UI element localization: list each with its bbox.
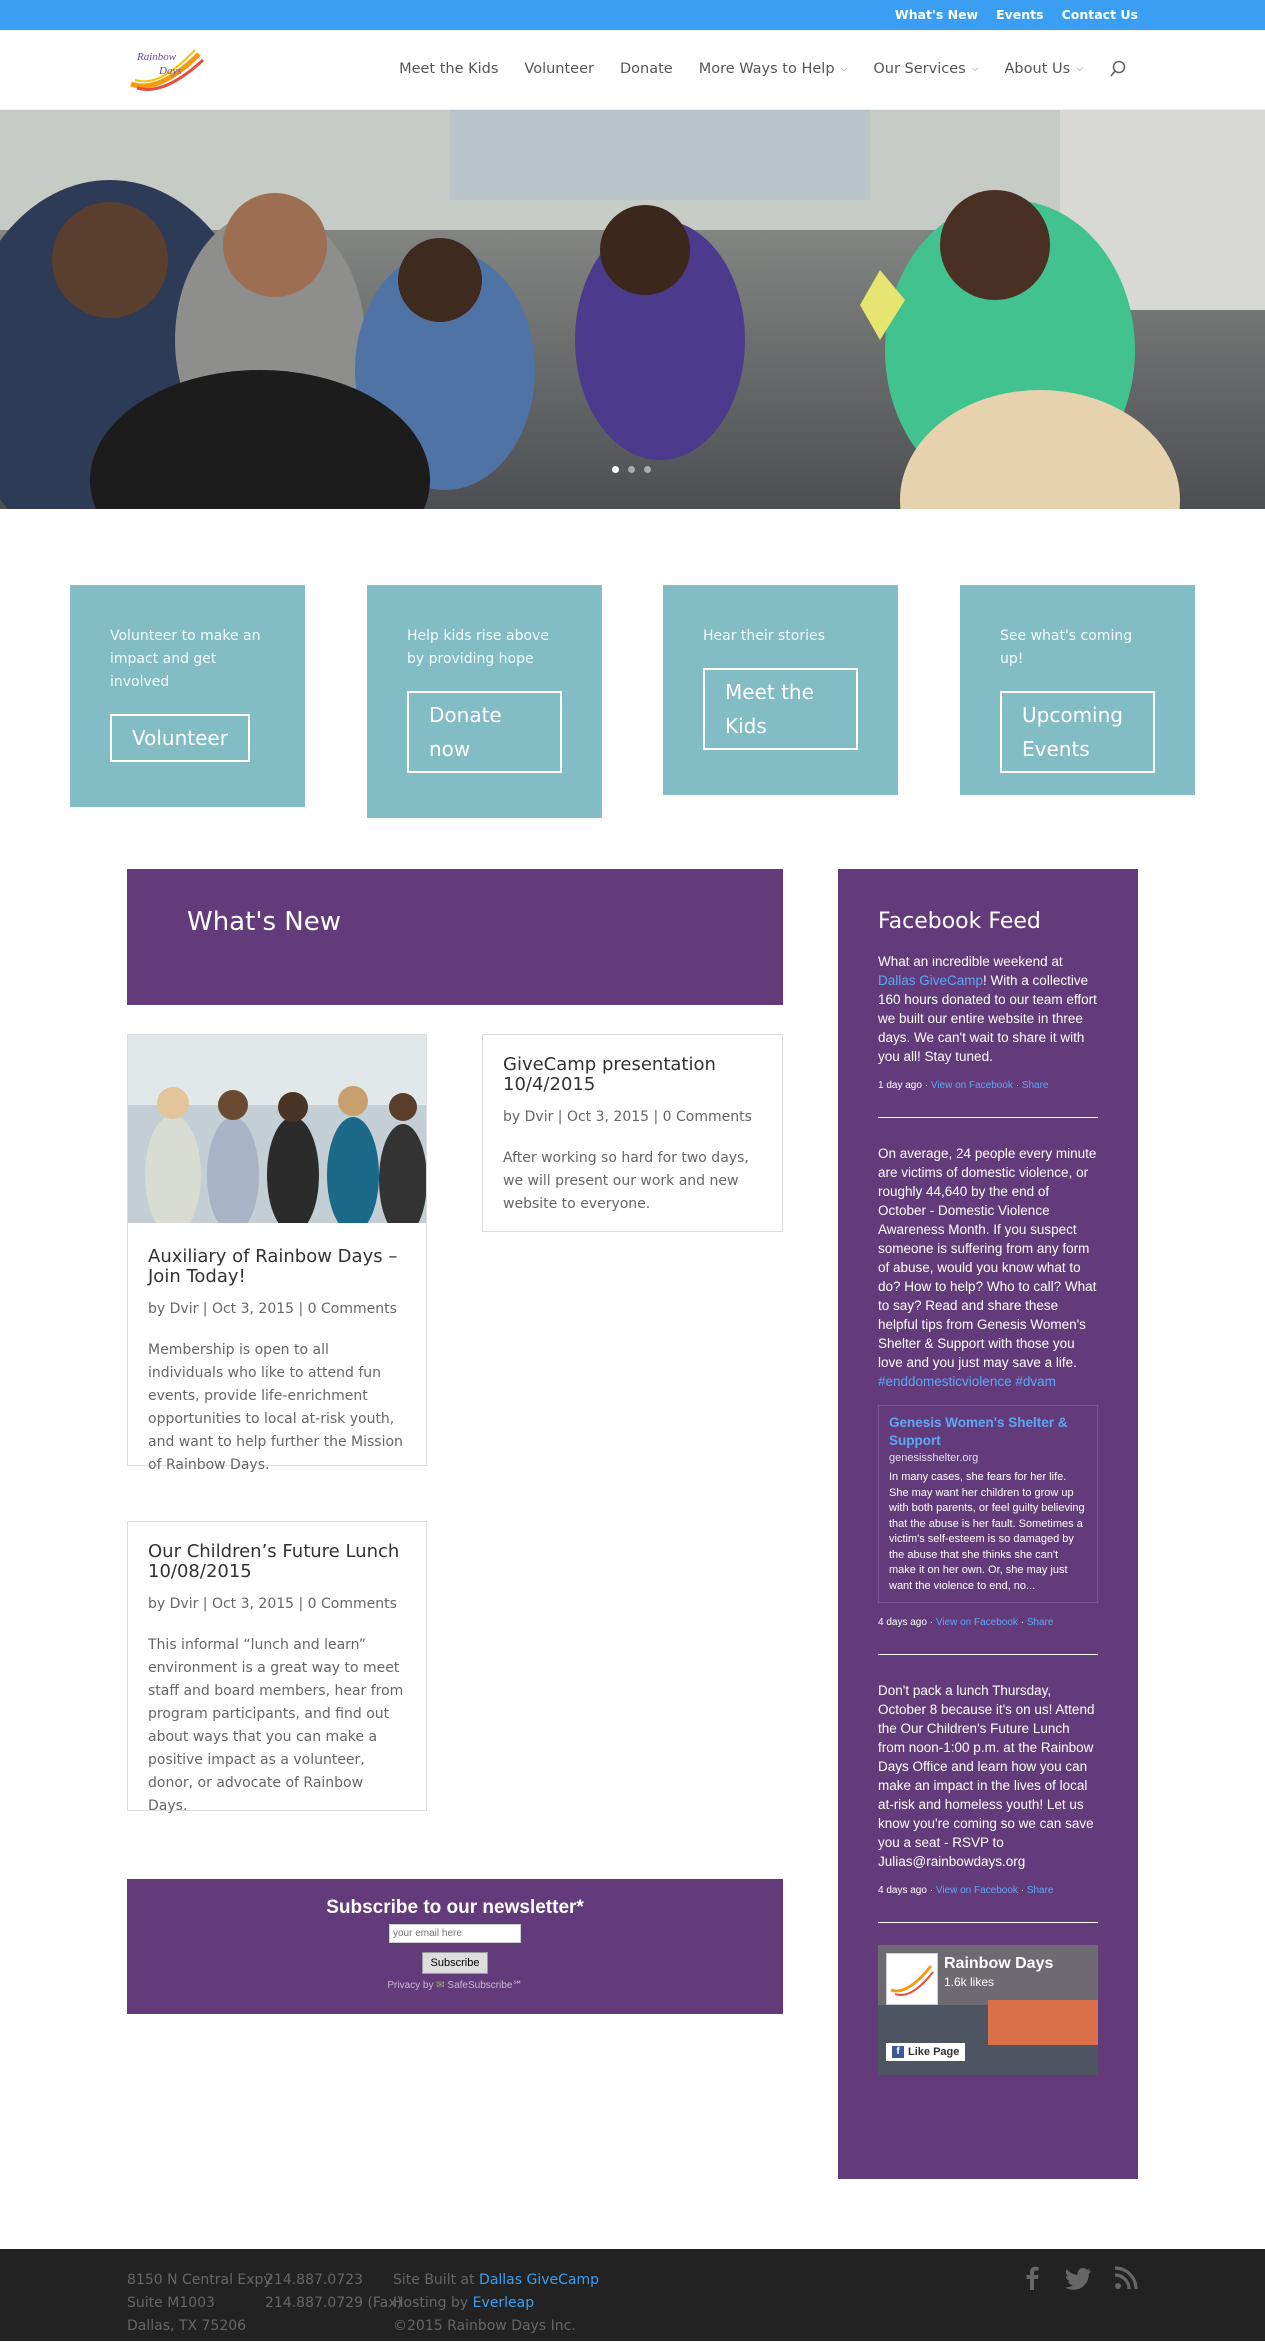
cta-events	[960, 585, 1195, 795]
nav-label: More Ways to Help	[698, 61, 835, 77]
footer-address	[127, 2269, 272, 2338]
like-page-button[interactable]	[886, 2043, 965, 2061]
page-name[interactable]: Rainbow Days	[944, 1955, 1054, 1972]
svg-text:Rainbow: Rainbow	[137, 51, 177, 63]
privacy-note	[127, 1980, 783, 1991]
share-link[interactable]: Share	[1026, 1885, 1054, 1896]
share-link[interactable]: Share	[1026, 1617, 1054, 1628]
cta-text: Hear their stories	[703, 628, 825, 644]
cta-text: Volunteer to make an impact and get involved	[110, 628, 261, 690]
cta-meet-kids	[663, 585, 898, 795]
phone-number: 214.887.0723	[265, 2272, 363, 2288]
like-page-label: Like Page	[908, 2046, 960, 2058]
post-body	[128, 1227, 426, 1497]
post-meta: by Dvir | Oct 3, 2015 | 0 Comments	[148, 1301, 397, 1317]
cta-donate	[367, 585, 602, 818]
divider	[878, 1922, 1098, 1923]
facebook-page-plugin[interactable]	[878, 1945, 1098, 2075]
fb-post-link[interactable]: Dallas GiveCamp	[878, 973, 984, 988]
fax-number: 214.887.0729 (Fax)	[265, 2295, 402, 2311]
facebook-icon[interactable]	[1022, 2266, 1044, 2290]
site-header	[0, 30, 1265, 110]
nav-our-services[interactable]	[873, 61, 978, 77]
social-links	[1022, 2266, 1138, 2290]
cta-text: Help kids rise above by providing hope	[407, 628, 549, 667]
avatar-logo	[887, 1954, 937, 2004]
fb-post-meta: 1 day ago · View on Facebook · Share	[878, 1080, 1049, 1091]
facebook-icon: f	[892, 2046, 904, 2058]
newsletter-signup	[127, 1879, 783, 2014]
address-line: Dallas, TX 75206	[127, 2318, 247, 2334]
section-title: What's New	[187, 907, 341, 937]
fb-post-meta: 4 days ago · View on Facebook · Share	[878, 1617, 1054, 1628]
fb-post-time: 4 days ago	[878, 1617, 927, 1628]
sidebar-title: Facebook Feed	[878, 909, 1041, 934]
top-link-events[interactable]: Events	[996, 7, 1044, 22]
blog-post	[127, 1521, 427, 1814]
svg-text:Days: Days	[159, 65, 182, 77]
share-link[interactable]: Share	[1021, 1080, 1049, 1091]
view-on-facebook-link[interactable]: View on Facebook	[935, 1885, 1018, 1896]
post-image[interactable]	[128, 1035, 426, 1223]
post-title[interactable]: Our Children’s Future Lunch 10/08/2015	[148, 1541, 400, 1582]
upcoming-events-button[interactable]: Upcoming Events	[1000, 691, 1155, 773]
view-on-facebook-link[interactable]: View on Facebook	[935, 1617, 1018, 1628]
address-line: 8150 N Central Expy	[127, 2272, 272, 2288]
slider-dot[interactable]	[628, 466, 635, 473]
privacy-label: Privacy by	[387, 1980, 434, 1991]
slider-dot[interactable]	[612, 466, 619, 473]
facebook-feed	[838, 869, 1138, 2179]
fb-post	[878, 1144, 1098, 1391]
nav-meet-the-kids[interactable]	[399, 61, 498, 77]
cta-text: See what's coming up!	[1000, 628, 1133, 667]
main-content	[0, 869, 1265, 2249]
top-link-contact-us[interactable]: Contact Us	[1061, 7, 1138, 22]
post-meta: by Dvir | Oct 3, 2015 | 0 Comments	[148, 1596, 397, 1612]
privacy-brand[interactable]: SafeSubscribe℠	[447, 1980, 523, 1991]
fb-post-text: ! With a collective 160 hours donated to our team effort we built our entire website in three days. We can't wait to share it with you all! Stay tuned.	[878, 973, 1097, 1064]
slider-dot[interactable]	[644, 466, 651, 473]
givecamp-link[interactable]: Dallas GiveCamp	[479, 2272, 600, 2288]
built-credit	[393, 2269, 599, 2292]
whats-new-header	[127, 869, 783, 1005]
view-on-facebook-link[interactable]: View on Facebook	[930, 1080, 1013, 1091]
nav-label: Donate	[619, 61, 673, 77]
fb-post-text: Don't pack a lunch Thursday, October 8 because it's on us! Attend the Our Children's Future Lunch from noon-1:00 p.m. at the Rainbow Days Office and learn how you can make an impact in the lives of local at-risk and homeless youth! Let us know you're coming so we can save you a seat - RSVP to Julias@rainbowdays.org	[878, 1683, 1095, 1869]
nav-more-ways-to-help[interactable]	[699, 61, 848, 77]
chevron-down-icon: ⌵	[971, 64, 979, 74]
top-links	[895, 7, 1138, 22]
post-title[interactable]: Auxiliary of Rainbow Days – Join Today!	[148, 1246, 398, 1287]
fb-link-card[interactable]	[878, 1405, 1098, 1603]
fb-post	[878, 1681, 1098, 1871]
nav-label: Meet the Kids	[399, 61, 499, 77]
logo[interactable]	[129, 44, 211, 96]
nav-label: Our Services	[873, 61, 966, 77]
page-avatar	[886, 1953, 938, 2005]
footer-phones	[265, 2269, 402, 2315]
fb-post-time: 1 day ago	[878, 1080, 922, 1091]
post-meta: by Dvir | Oct 3, 2015 | 0 Comments	[503, 1109, 752, 1125]
chevron-down-icon: ⌵	[840, 64, 848, 74]
post-body	[483, 1035, 782, 1236]
top-link-whats-new[interactable]: What's New	[894, 7, 979, 22]
built-label: Site Built at	[393, 2272, 480, 2288]
post-title[interactable]: GiveCamp presentation 10/4/2015	[503, 1054, 716, 1095]
fb-post-text: What an incredible weekend at	[878, 954, 1063, 969]
footer-credits	[393, 2269, 599, 2338]
everleap-link[interactable]: Everleap	[472, 2295, 535, 2311]
fb-post-time: 4 days ago	[878, 1885, 927, 1896]
link-card-snippet: In many cases, she fears for her life. She may want her children to grow up with both parents, or feel guilty believing that the abuse is her fault. Sometimes a victim's self-esteem is so damaged by the abuse that she thinks she can't make it on her own. Or, she may just want the violence to end, no...	[889, 1471, 1085, 1592]
fb-post-meta: 4 days ago · View on Facebook · Share	[878, 1885, 1054, 1896]
cta-row	[0, 509, 1265, 869]
site-footer	[0, 2249, 1265, 2341]
nav-label: About Us	[1004, 61, 1071, 77]
post-excerpt: After working so hard for two days, we will present our work and new website to everyone.	[503, 1150, 749, 1212]
main-nav	[373, 60, 1127, 78]
chevron-down-icon: ⌵	[1076, 64, 1083, 74]
fb-hashtags[interactable]: #enddomesticviolence #dvam	[878, 1374, 1056, 1389]
meet-the-kids-button[interactable]: Meet the Kids	[703, 668, 858, 750]
post-body	[128, 1522, 426, 1838]
email-field[interactable]	[389, 1924, 521, 1943]
hero-slider[interactable]	[0, 110, 1265, 509]
address-line: Suite M1003	[127, 2295, 215, 2311]
blog-post	[482, 1034, 783, 1232]
cta-volunteer	[70, 585, 305, 807]
volunteer-button[interactable]: Volunteer	[110, 714, 250, 762]
newsletter-title: Subscribe to our newsletter*	[326, 1897, 584, 1918]
nav-volunteer[interactable]	[524, 61, 594, 77]
hero-image	[0, 110, 1265, 509]
page-likes: 1.6k likes	[944, 1975, 995, 1989]
top-bar	[0, 0, 1265, 30]
link-card-title[interactable]: Genesis Women's Shelter & Support	[889, 1415, 1068, 1448]
twitter-icon[interactable]	[1066, 2266, 1092, 2290]
hosting-label: Hosting by	[393, 2295, 473, 2311]
post-excerpt: Membership is open to all individuals who like to attend fun events, provide life-enrichment opportunities to local at-risk youth, and want to help further the Mission of Rainbow Days.	[148, 1342, 403, 1473]
post-excerpt: This informal “lunch and learn” environment is a great way to meet staff and board members, hear from program participants, and find out about ways that you can make a positive impact as a volunteer, donor, or advocate of Rainbow Days.	[148, 1637, 404, 1814]
search-icon[interactable]	[1109, 60, 1127, 78]
link-card-domain: genesisshelter.org	[889, 1452, 979, 1464]
nav-about-us[interactable]	[1005, 61, 1083, 77]
rss-icon[interactable]	[1114, 2266, 1138, 2290]
slider-dots	[612, 466, 651, 473]
donate-now-button[interactable]: Donate now	[407, 691, 562, 773]
blog-post	[127, 1034, 427, 1473]
divider	[878, 1654, 1098, 1655]
fb-post	[878, 952, 1098, 1066]
logo-image	[129, 44, 211, 96]
subscribe-button[interactable]: Subscribe	[422, 1952, 488, 1974]
hosting-credit	[393, 2292, 599, 2315]
copyright: ©2015 Rainbow Days Inc.	[393, 2318, 576, 2334]
nav-donate[interactable]	[620, 61, 673, 77]
divider	[878, 1117, 1098, 1118]
fb-post-text: On average, 24 people every minute are victims of domestic violence, or roughly 44,640 by the end of October - Domestic Violence Awareness Month. If you suspect someone is suffering from any form of abuse, would you know what to do? How to help? Who to call? What to say? Read and share these helpful tips from Genesis Women's Shelter & Support with those you love and you just may save a life.	[878, 1146, 1097, 1370]
nav-label: Volunteer	[524, 61, 594, 77]
safesubscribe-icon: ✉	[436, 1980, 445, 1991]
